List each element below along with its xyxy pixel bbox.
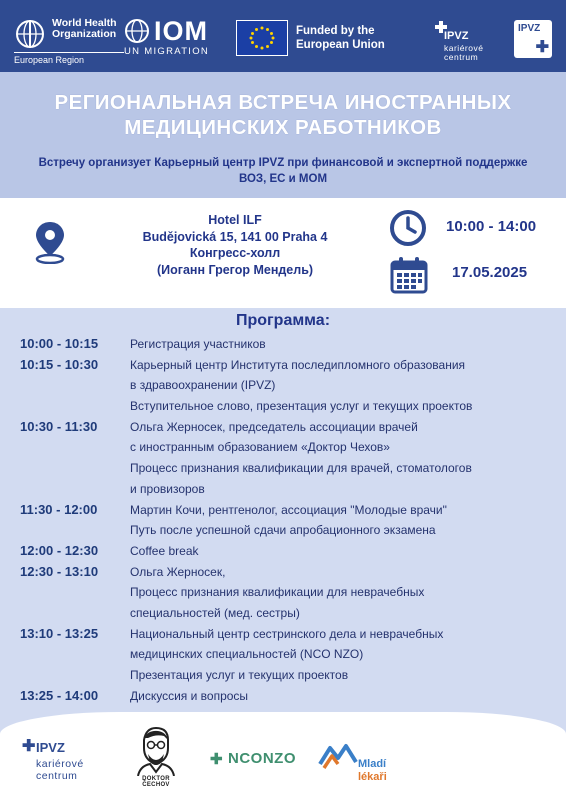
- ipvz-box-plus-icon: ✚: [535, 39, 549, 56]
- program-text-line: Путь после успешной сдачи апробационного экзамена: [130, 523, 436, 538]
- nco-nzo-text: NCONZO: [228, 750, 296, 767]
- eu-funded-text: Funded by the European Union: [296, 25, 385, 51]
- doktor-cechov-caption: DOKTOR ČECHOV: [142, 776, 170, 788]
- venue-hall: Конгресс-холл: [189, 246, 281, 260]
- page-title: [0, 90, 566, 140]
- program-text-line: Ольга Жерносек,: [130, 564, 226, 579]
- lekari-text: lékaři: [358, 771, 387, 783]
- program-time: 12:30 - 13:10: [20, 563, 99, 579]
- venue-hall-name: (Иоганн Грегор Мендель): [156, 262, 314, 277]
- program-time: 11:30 - 12:00: [20, 501, 98, 517]
- ipvz-career-sub: kariérové centrum: [444, 43, 484, 62]
- clock-icon: [388, 208, 428, 248]
- program-time: 10:30 - 11:30: [20, 418, 98, 434]
- ipvz-career-name: IPVZ: [444, 30, 469, 42]
- program-title: Программа:: [235, 312, 331, 329]
- iom-emblem-icon: [124, 18, 150, 44]
- eu-flag-icon: [236, 20, 288, 56]
- iom-title: IOM: [154, 16, 208, 46]
- header-banner: [0, 0, 566, 198]
- program-text-line: Процесс признания квалификации для неврачебных: [130, 585, 425, 600]
- event-date: 17.05.2025: [452, 264, 528, 281]
- logo-bar: [0, 0, 566, 72]
- subtitle-line-1: Встречу организует Карьерный центр IPVZ при финансовой и экспертной поддержке: [38, 157, 528, 169]
- mladi-lekari-mark-icon: [318, 740, 358, 770]
- footer-logos: [0, 712, 566, 800]
- ipvz-box-text: IPVZ: [518, 23, 541, 34]
- mladi-text: Mladí: [358, 758, 387, 770]
- who-name: World Health Organization: [52, 17, 117, 40]
- program-text-line: Национальный центр сестринского дела и неврачебных: [130, 626, 444, 641]
- program-text-line: Процесс признания квалификации для врачей, стоматологов: [130, 461, 472, 476]
- program-time: 13:10 - 13:25: [20, 625, 99, 641]
- location-pin-icon: [30, 220, 70, 264]
- title-line-2: МЕДИЦИНСКИХ РАБОТНИКОВ: [124, 116, 442, 139]
- program-text-line: Регистрация участников: [130, 337, 266, 351]
- who-region: European Region: [14, 52, 124, 65]
- who-emblem-icon: [14, 18, 46, 50]
- iom-subtitle: UN MIGRATION: [124, 46, 210, 57]
- program-time: 10:00 - 10:15: [20, 336, 99, 351]
- program-text-line: с иностранным образованием «Доктор Чехов»: [130, 440, 390, 455]
- subtitle-line-2: ВОЗ, ЕС и МОМ: [238, 173, 328, 185]
- program-text-line: Coffee break: [130, 544, 199, 558]
- program-text-line: Ольга Жерносек, председатель ассоциации врачей: [130, 419, 418, 434]
- title-line-1: РЕГИОНАЛЬНАЯ ВСТРЕЧА ИНОСТРАННЫХ: [54, 91, 512, 114]
- program-time: 10:15 - 10:30: [20, 356, 99, 372]
- program-time: 13:25 - 14:00: [20, 687, 99, 703]
- event-time: 10:00 - 14:00: [446, 218, 537, 235]
- program-text-line: в здравоохранении (IPVZ): [130, 378, 276, 393]
- program-text-line: Презентация услуг и текущих проектов: [130, 668, 349, 683]
- venue-details: [110, 212, 360, 278]
- nco-plus-icon: ✚: [210, 751, 223, 768]
- program-text-line: медицинских специальностей (NCO NZO): [130, 647, 364, 662]
- mladi-lekari-logo: [316, 736, 388, 792]
- subtitle: [10, 155, 556, 187]
- calendar-icon: [390, 256, 428, 294]
- event-info: [0, 198, 566, 308]
- footer-ipvz-plus-icon: ✚: [22, 738, 36, 755]
- footer-ipvz-logo: [22, 732, 102, 786]
- doktor-cechov-logo: [128, 726, 184, 790]
- program-text-line: Мартин Кочи, рентгенолог, ассоциация "Молодые врачи": [130, 502, 447, 517]
- program-text-line: Вступительное слово, презентация услуг и текущих проектов: [130, 399, 473, 414]
- program-text-line: Дискуссия и вопросы: [130, 688, 249, 703]
- footer-ipvz-sub: kariérové centrum: [36, 758, 84, 782]
- program-time: 12:00 - 12:30: [20, 543, 99, 558]
- program-text-line: Карьерный центр Института последипломного образования: [130, 357, 466, 372]
- ipvz-box-logo: [514, 20, 552, 58]
- footer-ipvz-name: IPVZ: [36, 740, 65, 755]
- doctor-portrait-icon: [128, 726, 184, 776]
- venue-address: Budějovická 15, 141 00 Praha 4: [142, 229, 328, 244]
- program-text-line: специальностей (мед. сестры): [130, 606, 300, 621]
- program-text-line: и провизоров: [130, 481, 205, 496]
- venue-name: Hotel ILF: [208, 213, 262, 227]
